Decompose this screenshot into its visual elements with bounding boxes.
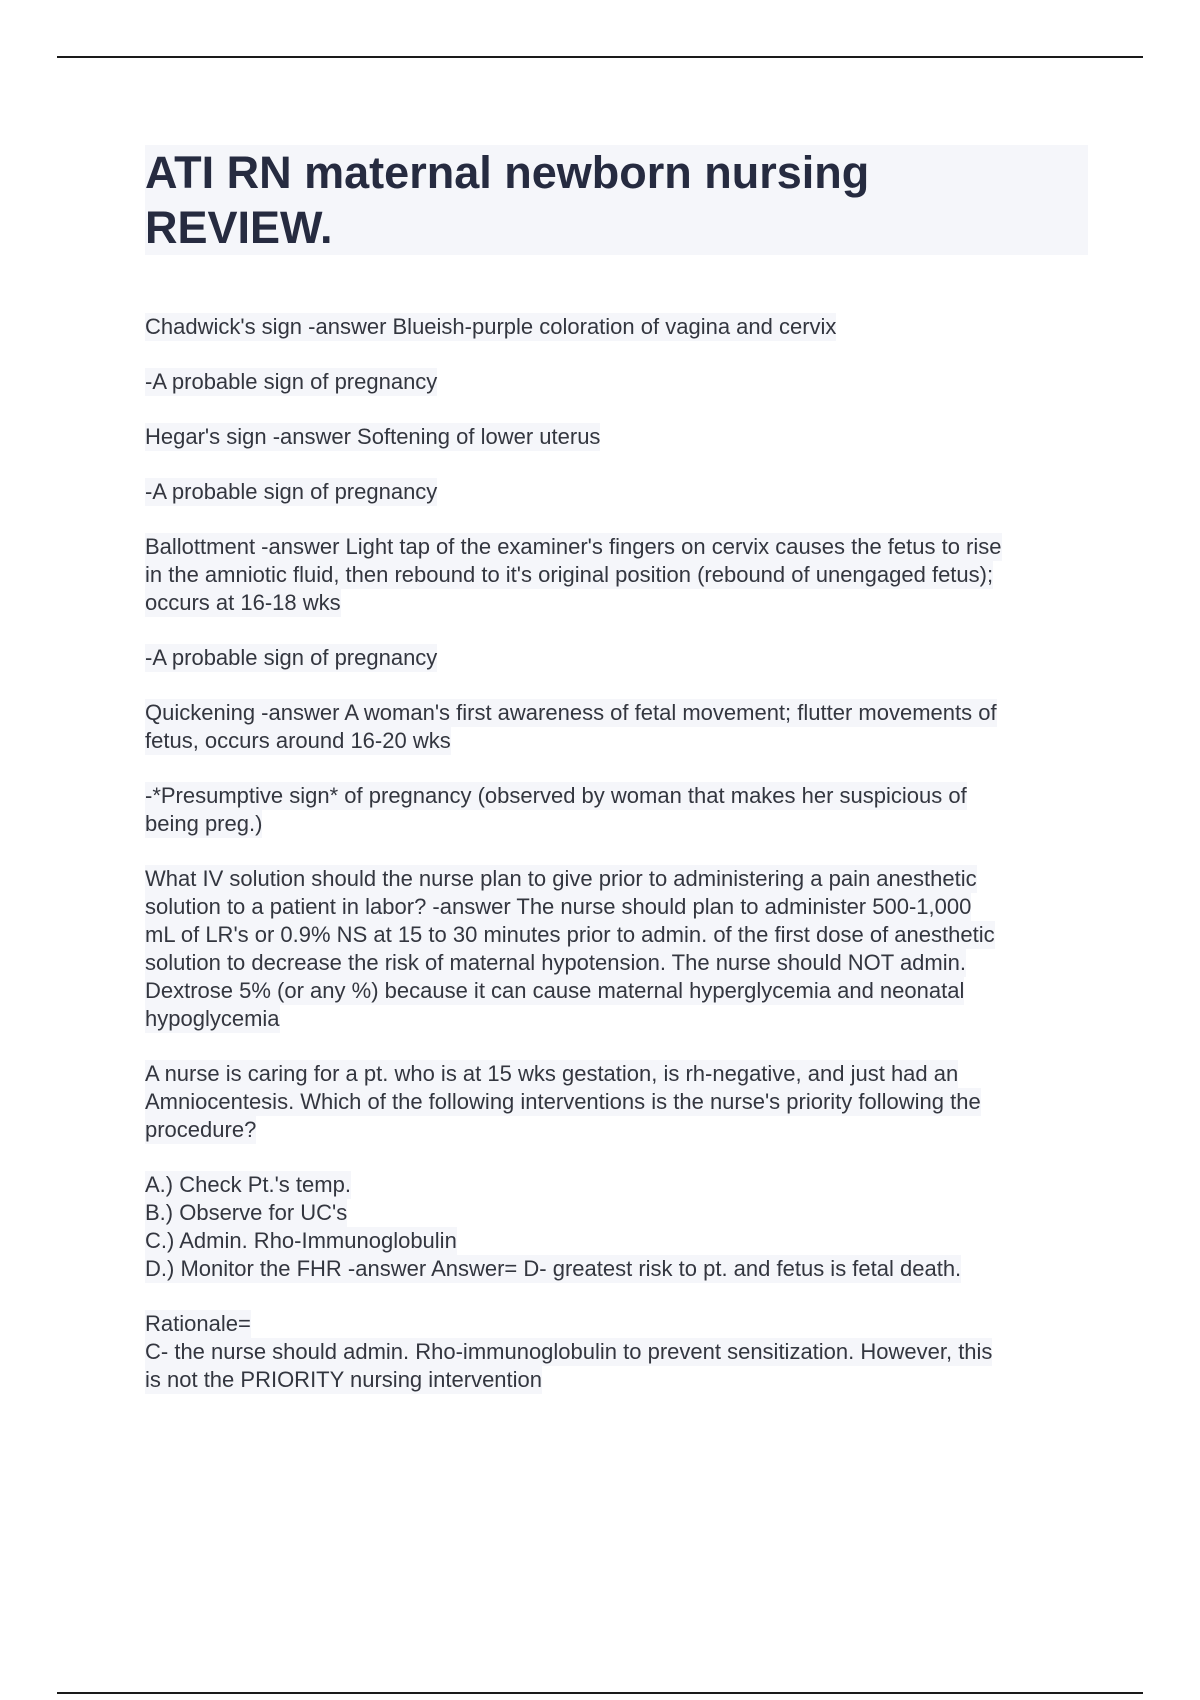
paragraph-line: Hegar's sign -answer Softening of lower uterus [145, 424, 601, 449]
paragraph [145, 644, 1088, 672]
paragraph-line: What IV solution should the nurse plan to give prior to administering a pain anesthetic [145, 866, 977, 891]
top-rule [57, 56, 1143, 58]
paragraph-line: -A probable sign of pregnancy [145, 645, 438, 670]
paragraph-line: -*Presumptive sign* of pregnancy (observed by woman that makes her suspicious of [145, 783, 967, 808]
paragraph [145, 865, 1088, 1033]
paragraph-line: -A probable sign of pregnancy [145, 479, 438, 504]
paragraph [145, 1060, 1088, 1144]
paragraph-line: Dextrose 5% (or any %) because it can cause maternal hyperglycemia and neonatal [145, 978, 965, 1003]
paragraph [145, 533, 1088, 617]
paragraph [145, 1310, 1088, 1394]
paragraph-line: mL of LR's or 0.9% NS at 15 to 30 minutes prior to admin. of the first dose of anesthetic [145, 922, 995, 947]
paragraph-line: C.) Admin. Rho-Immunoglobulin [145, 1228, 457, 1253]
paragraph-line: B.) Observe for UC's [145, 1200, 348, 1225]
paragraph-line: C- the nurse should admin. Rho-immunoglobulin to prevent sensitization. However, this [145, 1339, 993, 1364]
paragraph-line: Chadwick's sign -answer Blueish-purple coloration of vagina and cervix [145, 314, 837, 339]
paragraph-line: procedure? [145, 1117, 257, 1142]
paragraph [145, 313, 1088, 341]
paragraph-line: is not the PRIORITY nursing intervention [145, 1367, 543, 1392]
paragraph-line: -A probable sign of pregnancy [145, 369, 438, 394]
paragraph-line: Ballottment -answer Light tap of the examiner's fingers on cervix causes the fetus to rise [145, 534, 1002, 559]
paragraph-line: Quickening -answer A woman's first awareness of fetal movement; flutter movements of [145, 700, 997, 725]
paragraph-line: D.) Monitor the FHR -answer Answer= D- greatest risk to pt. and fetus is fetal death. [145, 1256, 962, 1281]
paragraph [145, 368, 1088, 396]
paragraph [145, 782, 1088, 838]
document-body [145, 145, 1088, 1421]
paragraph-line: Amniocentesis. Which of the following interventions is the nurse's priority following the [145, 1089, 981, 1114]
paragraph [145, 478, 1088, 506]
paragraph-line: hypoglycemia [145, 1006, 280, 1031]
document-title [145, 145, 1088, 255]
bottom-rule [57, 1692, 1143, 1694]
paragraph-line: being preg.) [145, 811, 263, 836]
paragraph-line: fetus, occurs around 16-20 wks [145, 728, 451, 753]
paragraph-line: solution to decrease the risk of maternal hypotension. The nurse should NOT admin. [145, 950, 966, 975]
paragraph-line: Rationale= [145, 1311, 251, 1336]
paragraph-line: A.) Check Pt.'s temp. [145, 1172, 351, 1197]
paragraph-line: in the amniotic fluid, then rebound to it's original position (rebound of unengaged fetus); [145, 562, 994, 587]
title-line-2: REVIEW. [145, 202, 333, 253]
paragraph [145, 423, 1088, 451]
title-line-1: ATI RN maternal newborn nursing [145, 147, 870, 198]
paragraph [145, 699, 1088, 755]
paragraph [145, 1171, 1088, 1283]
paragraph-line: A nurse is caring for a pt. who is at 15 wks gestation, is rh-negative, and just had an [145, 1061, 959, 1086]
paragraph-line: occurs at 16-18 wks [145, 590, 341, 615]
paragraph-list [145, 313, 1088, 1394]
paragraph-line: solution to a patient in labor? -answer The nurse should plan to administer 500-1,000 [145, 894, 972, 919]
